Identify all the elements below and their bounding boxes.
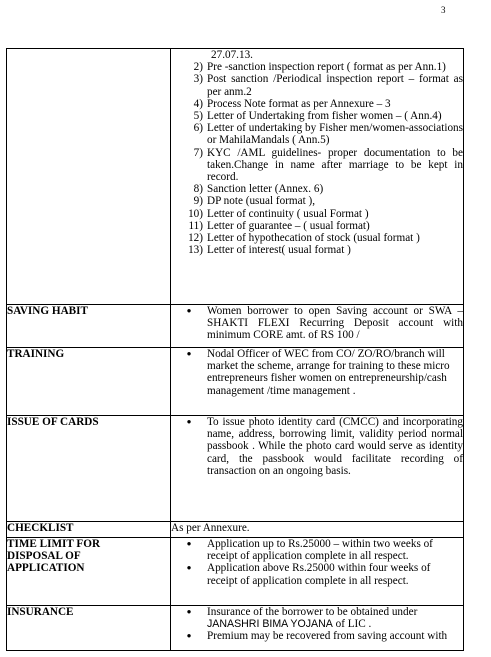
insurance-bullets (171, 606, 463, 643)
documents-row (7, 49, 464, 305)
list-item (171, 348, 463, 397)
documents-list-lead: 27.07.13. (211, 49, 253, 61)
insurance-scheme-name: JANASHRI BIMA YOJANA (207, 618, 333, 631)
training-bullets (171, 348, 463, 397)
page-number: 3 (441, 5, 446, 15)
time-limit-row (7, 538, 464, 606)
bullet-icon: ● (186, 631, 192, 641)
list-item (171, 416, 463, 477)
saving-habit-bullets (171, 305, 463, 342)
document-list-text: Process Note format as per Annexure – 3 (207, 97, 391, 110)
list-item (171, 630, 463, 642)
bullet-icon: ● (186, 417, 192, 426)
training-text: Nodal Officer of WEC from CO/ ZO/RO/branch will market the scheme, arrange for training to these micro entrepreneurs fisher women on entrepreneurship/cash management /time management . (207, 348, 450, 397)
bullet-icon: ● (186, 306, 192, 315)
insurance-text-1-tail: of LIC . (332, 618, 372, 631)
bullet-icon: ● (186, 563, 192, 573)
document-list-item (171, 61, 463, 73)
document-list-text: Sanction letter (Annex. 6) (207, 183, 324, 196)
checklist-row (7, 522, 464, 538)
insurance-text-2: Premium may be recovered from saving account with (207, 630, 448, 643)
document-list-number: 9) (193, 195, 203, 208)
saving-habit-row (7, 305, 464, 348)
document-list-number: 13) (188, 244, 203, 257)
list-item (171, 606, 463, 630)
documents-list (171, 61, 463, 256)
training-label: TRAINING (7, 348, 171, 416)
list-item (171, 305, 463, 342)
issue-of-cards-label: ISSUE OF CARDS (7, 416, 171, 522)
insurance-text-1: Insurance of the borrower to be obtained under (207, 606, 418, 618)
time-limit-text-2: Application above Rs.25000 within four weeks of receipt of application complete in all respect. (207, 562, 431, 587)
document-list-text: Pre -sanction inspection report ( format as per Ann.1) (207, 61, 446, 74)
document-list-text: Post sanction /Periodical inspection report – format as per anm.2 (207, 73, 463, 98)
insurance-label: INSURANCE (7, 606, 171, 651)
time-limit-bullets (171, 538, 463, 587)
documents-label-cell (7, 49, 171, 305)
document-list-text: Letter of Undertaking from fisher women – ( Ann.4) (207, 110, 442, 123)
document-list-text: KYC /AML guidelines- proper documentation to be taken.Change in name after marriage to be kept in record. (207, 146, 463, 184)
issue-of-cards-text: To issue photo identity card (CMCC) and incorporating name, address, borrowing limit, validity period normal passbook . While the photo card would serve as identity card, the passbook would facilitate recording of transaction on an ongoing basis. (207, 416, 463, 477)
bullet-icon: ● (186, 349, 192, 358)
insurance-row (7, 606, 464, 651)
document-list-number: 5) (193, 110, 203, 123)
saving-habit-label: SAVING HABIT (7, 305, 171, 348)
checklist-value: As per Annexure. (171, 522, 464, 538)
document-list-item (171, 244, 463, 256)
list-item (171, 562, 463, 586)
document-list-number: 6) (193, 122, 203, 135)
document-list-item (171, 73, 463, 97)
bullet-icon: ● (186, 539, 192, 548)
document-list-number: 3) (193, 73, 203, 86)
document-list-text: Letter of undertaking by Fisher men/women-associations or MahilaMandals ( Ann.5) (207, 122, 463, 147)
issue-of-cards-bullets (171, 416, 463, 477)
document-list-item (171, 208, 463, 220)
issue-of-cards-row (7, 416, 464, 522)
bullet-icon: ● (186, 607, 192, 616)
document-list-number: 12) (188, 232, 203, 245)
scheme-details-table (6, 48, 464, 651)
document-list-text: DP note (usual format ), (207, 195, 316, 208)
document-list-text: Letter of guarantee – ( usual format) (207, 219, 370, 232)
checklist-label: CHECKLIST (7, 522, 171, 538)
document-list-item (171, 220, 463, 232)
saving-habit-text: Women borrower to open Saving account or SWA –SHAKTI FLEXI Recurring Deposit account with minimum CORE amt. of RS 100 / (207, 305, 463, 342)
document-list-number: 7) (193, 146, 203, 159)
document-list-number: 8) (193, 183, 203, 196)
document-list-item (171, 98, 463, 110)
document-list-text: Letter of hypothecation of stock (usual format ) (207, 232, 420, 245)
document-list-item (171, 195, 463, 207)
time-limit-text-1: Application up to Rs.25000 – within two weeks of receipt of application complete in all respect. (207, 538, 433, 563)
document-list-number: 4) (193, 97, 203, 110)
document-list-item (171, 110, 463, 122)
document-list-item (171, 232, 463, 244)
time-limit-label: TIME LIMIT FOR DISPOSAL OF APPLICATION (7, 538, 171, 606)
document-list-text: Letter of interest( usual format ) (207, 244, 351, 257)
document-list-item (171, 183, 463, 195)
document-list-number: 10) (188, 207, 203, 220)
documents-list-cell (171, 49, 464, 305)
document-list-text: Letter of continuity ( usual Format ) (207, 207, 369, 220)
document-list-item (171, 147, 463, 184)
list-item (171, 538, 463, 562)
document-list-item (171, 122, 463, 146)
document-list-number: 2) (193, 61, 203, 74)
training-row (7, 348, 464, 416)
document-list-number: 11) (188, 219, 203, 232)
